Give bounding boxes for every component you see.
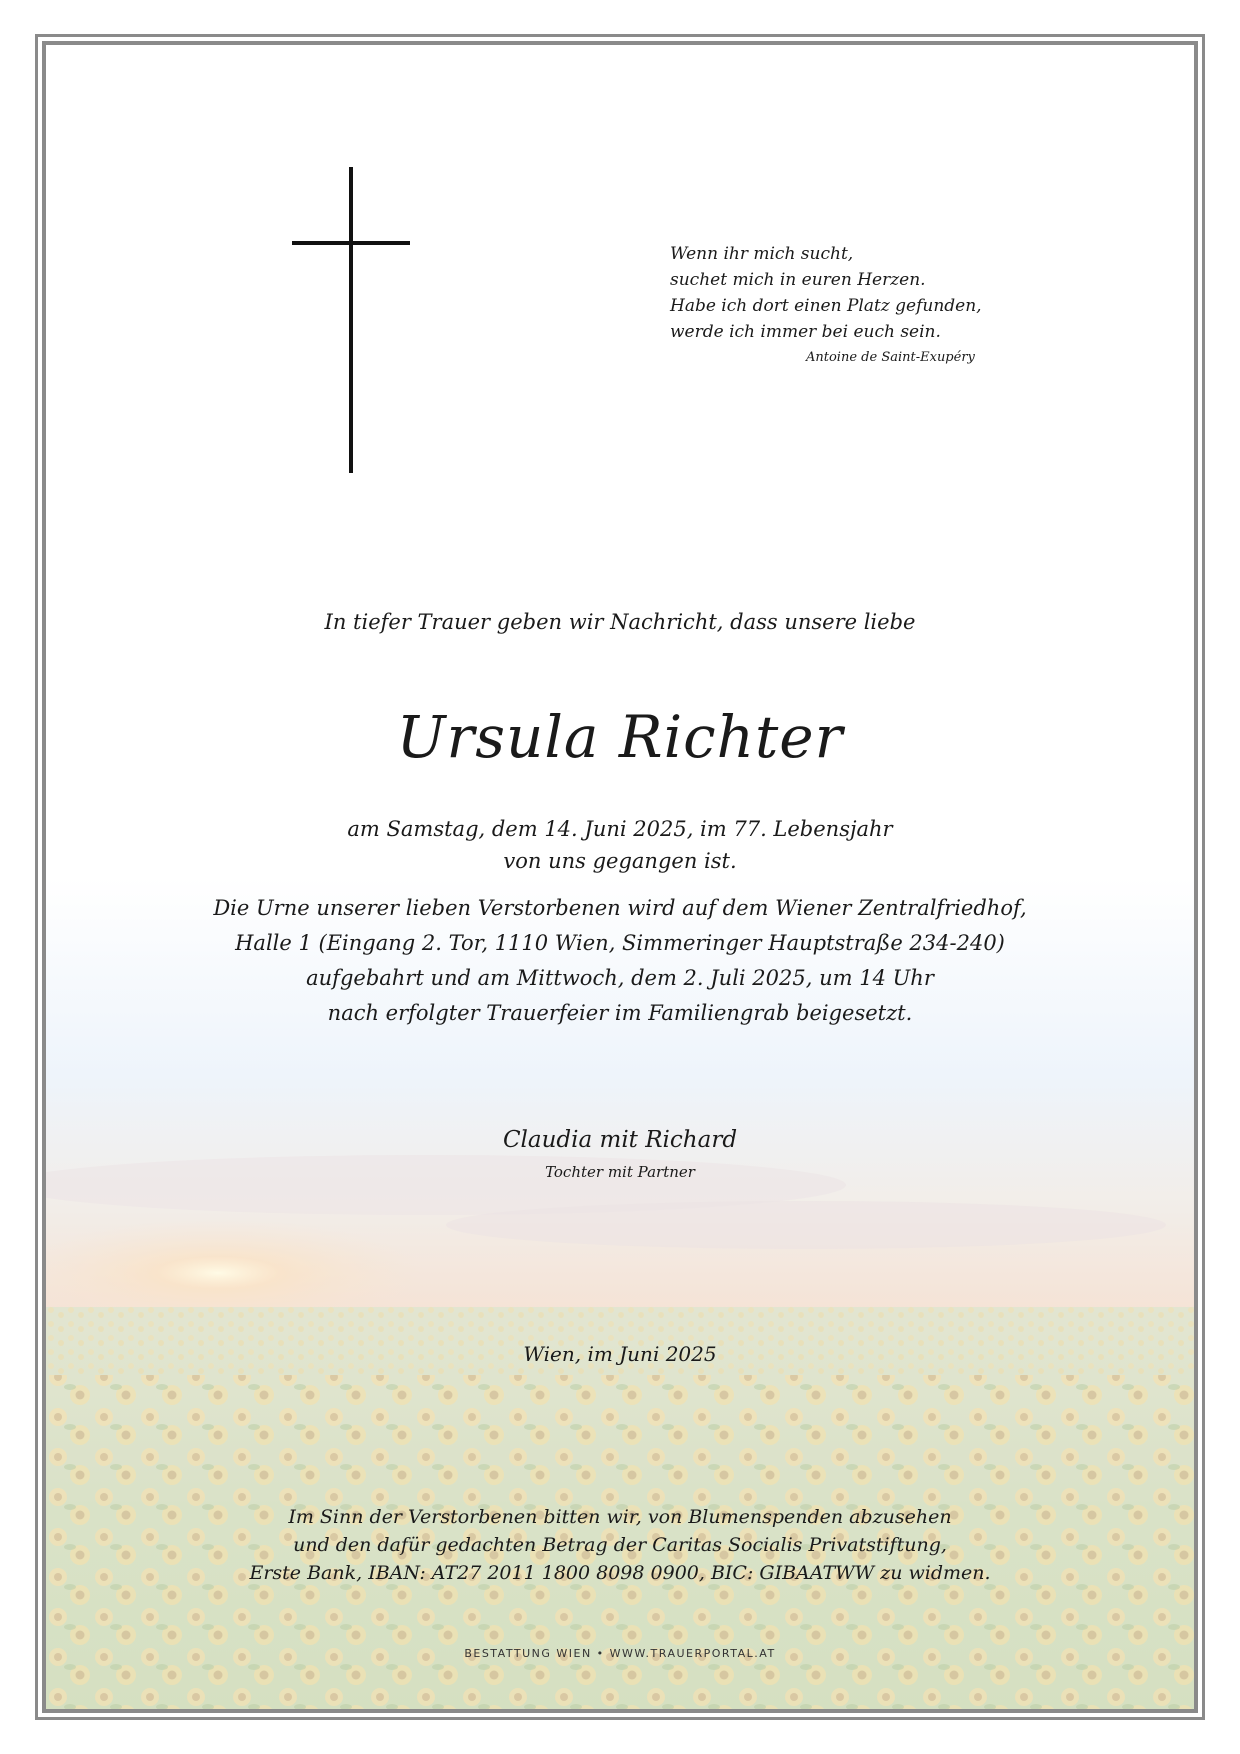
mourners-relation: Tochter mit Partner (545, 1163, 695, 1181)
quote-author: Antoine de Saint-Exupéry (806, 350, 975, 365)
donation-line: Im Sinn der Verstorbenen bitten wir, von Blumenspenden abzusehen (288, 1506, 952, 1528)
footer-credit: BESTATTUNG WIEN • WWW.TRAUERPORTAL.AT (464, 1647, 776, 1660)
deceased-name: Ursula Richter (396, 703, 844, 771)
quote-line: Wenn ihr mich sucht, (670, 244, 854, 264)
burial-line: Halle 1 (Eingang 2. Tor, 1110 Wien, Simmeringer Hauptstraße 234-240) (235, 931, 1005, 955)
quote-line: Habe ich dort einen Platz gefunden, (670, 296, 982, 316)
burial-details (46, 891, 1194, 1031)
place-date: Wien, im Juni 2025 (523, 1342, 717, 1366)
cross-vertical-bar (349, 167, 353, 473)
intro-text: In tiefer Trauer geben wir Nachricht, dass unsere liebe (324, 610, 916, 634)
donation-line: und den dafür gedachten Betrag der Caritas Socialis Privatstiftung, (293, 1534, 947, 1556)
inner-frame (42, 41, 1198, 1713)
burial-line: aufgebahrt und am Mittwoch, dem 2. Juli 2025, um 14 Uhr (306, 966, 934, 990)
sunflower-field-background (46, 45, 1194, 1709)
cross-horizontal-bar (292, 241, 410, 245)
burial-line: nach erfolgter Trauerfeier im Familiengrab beigesetzt. (327, 1001, 913, 1025)
death-notice-line: am Samstag, dem 14. Juni 2025, im 77. Lebensjahr (347, 817, 893, 841)
quote-line: werde ich immer bei euch sein. (670, 322, 941, 342)
donation-line: Erste Bank, IBAN: AT27 2011 1800 8098 0900, BIC: GIBAATWW zu widmen. (249, 1562, 991, 1584)
burial-line: Die Urne unserer lieben Verstorbenen wird auf dem Wiener Zentralfriedhof, (213, 896, 1027, 920)
memorial-quote (670, 241, 982, 345)
death-notice (46, 813, 1194, 877)
quote-line: suchet mich in euren Herzen. (670, 270, 926, 290)
mourners-names: Claudia mit Richard (502, 1127, 738, 1153)
death-notice-line: von uns gegangen ist. (503, 849, 737, 873)
donation-request (46, 1503, 1194, 1587)
